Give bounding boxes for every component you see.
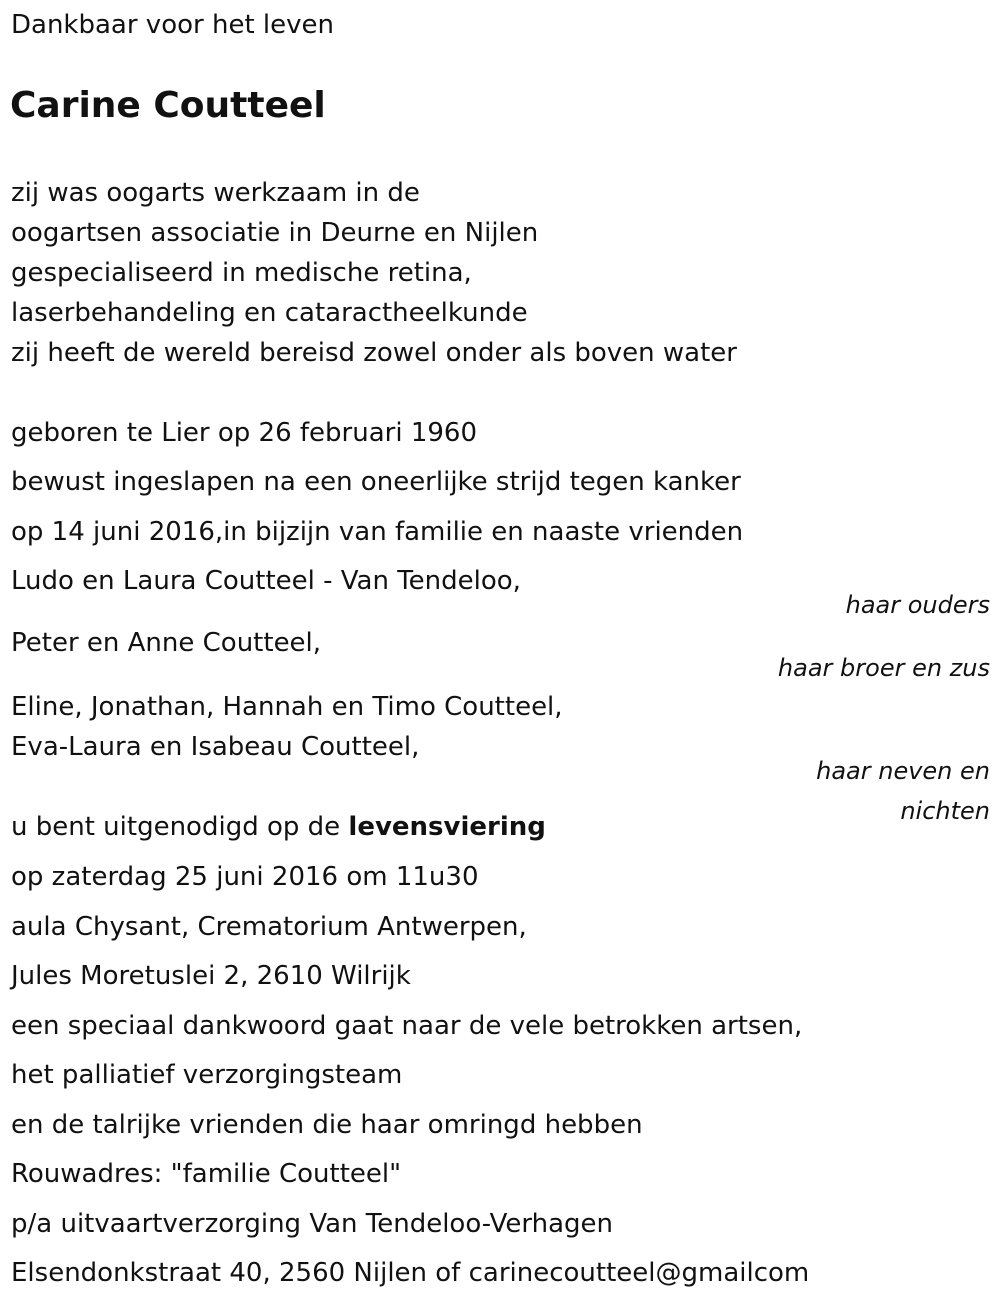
bio-line: zij heeft de wereld bereisd zowel onder als boven water — [11, 338, 737, 368]
family-parents-role: haar ouders — [845, 591, 990, 619]
ceremony-address: Jules Moretuslei 2, 2610 Wilrijk — [11, 961, 411, 991]
ceremony-invite-text: u bent uitgenodigd op de — [11, 812, 349, 842]
family-nephews: Eline, Jonathan, Hannah en Timo Coutteel, — [11, 692, 563, 722]
intro-text: Dankbaar voor het leven — [11, 10, 334, 40]
thanks-line: het palliatief verzorgingsteam — [11, 1060, 403, 1090]
bio-line: oogartsen associatie in Deurne en Nijlen — [11, 218, 539, 248]
family-siblings: Peter en Anne Coutteel, — [11, 628, 322, 658]
thanks-line: en de talrijke vrienden die haar omringd hebben — [11, 1110, 643, 1140]
family-parents: Ludo en Laura Coutteel - Van Tendeloo, — [11, 566, 521, 596]
ceremony-invite — [11, 810, 546, 844]
ceremony-venue: aula Chysant, Crematorium Antwerpen, — [11, 912, 527, 942]
thanks-line: een speciaal dankwoord gaat naar de vele betrokken artsen, — [11, 1011, 803, 1041]
bio-line: gespecialiseerd in medische retina, — [11, 258, 472, 288]
contact-line: Elsendonkstraat 40, 2560 Nijlen of carinecoutteel@gmailcom — [11, 1258, 810, 1288]
family-nephews-role: nichten — [900, 797, 990, 825]
family-nephews: Eva-Laura en Isabeau Coutteel, — [11, 732, 420, 762]
birth-line: geboren te Lier op 26 februari 1960 — [11, 418, 478, 448]
contact-line: Rouwadres: "familie Coutteel" — [11, 1159, 402, 1189]
family-nephews-role: haar neven en — [816, 757, 990, 785]
death-line: bewust ingeslapen na een oneerlijke strijd tegen kanker — [11, 467, 741, 497]
family-siblings-role: haar broer en zus — [777, 654, 990, 682]
ceremony-date: op zaterdag 25 juni 2016 om 11u30 — [11, 862, 479, 892]
bio-line: zij was oogarts werkzaam in de — [11, 178, 420, 208]
ceremony-invite-bold: levensviering — [348, 812, 546, 842]
bio-line: laserbehandeling en cataractheelkunde — [11, 298, 528, 328]
death-line: op 14 juni 2016,in bijzijn van familie en naaste vrienden — [11, 517, 744, 547]
contact-line: p/a uitvaartverzorging Van Tendeloo-Verhagen — [11, 1209, 613, 1239]
deceased-name: Carine Coutteel — [10, 85, 326, 126]
